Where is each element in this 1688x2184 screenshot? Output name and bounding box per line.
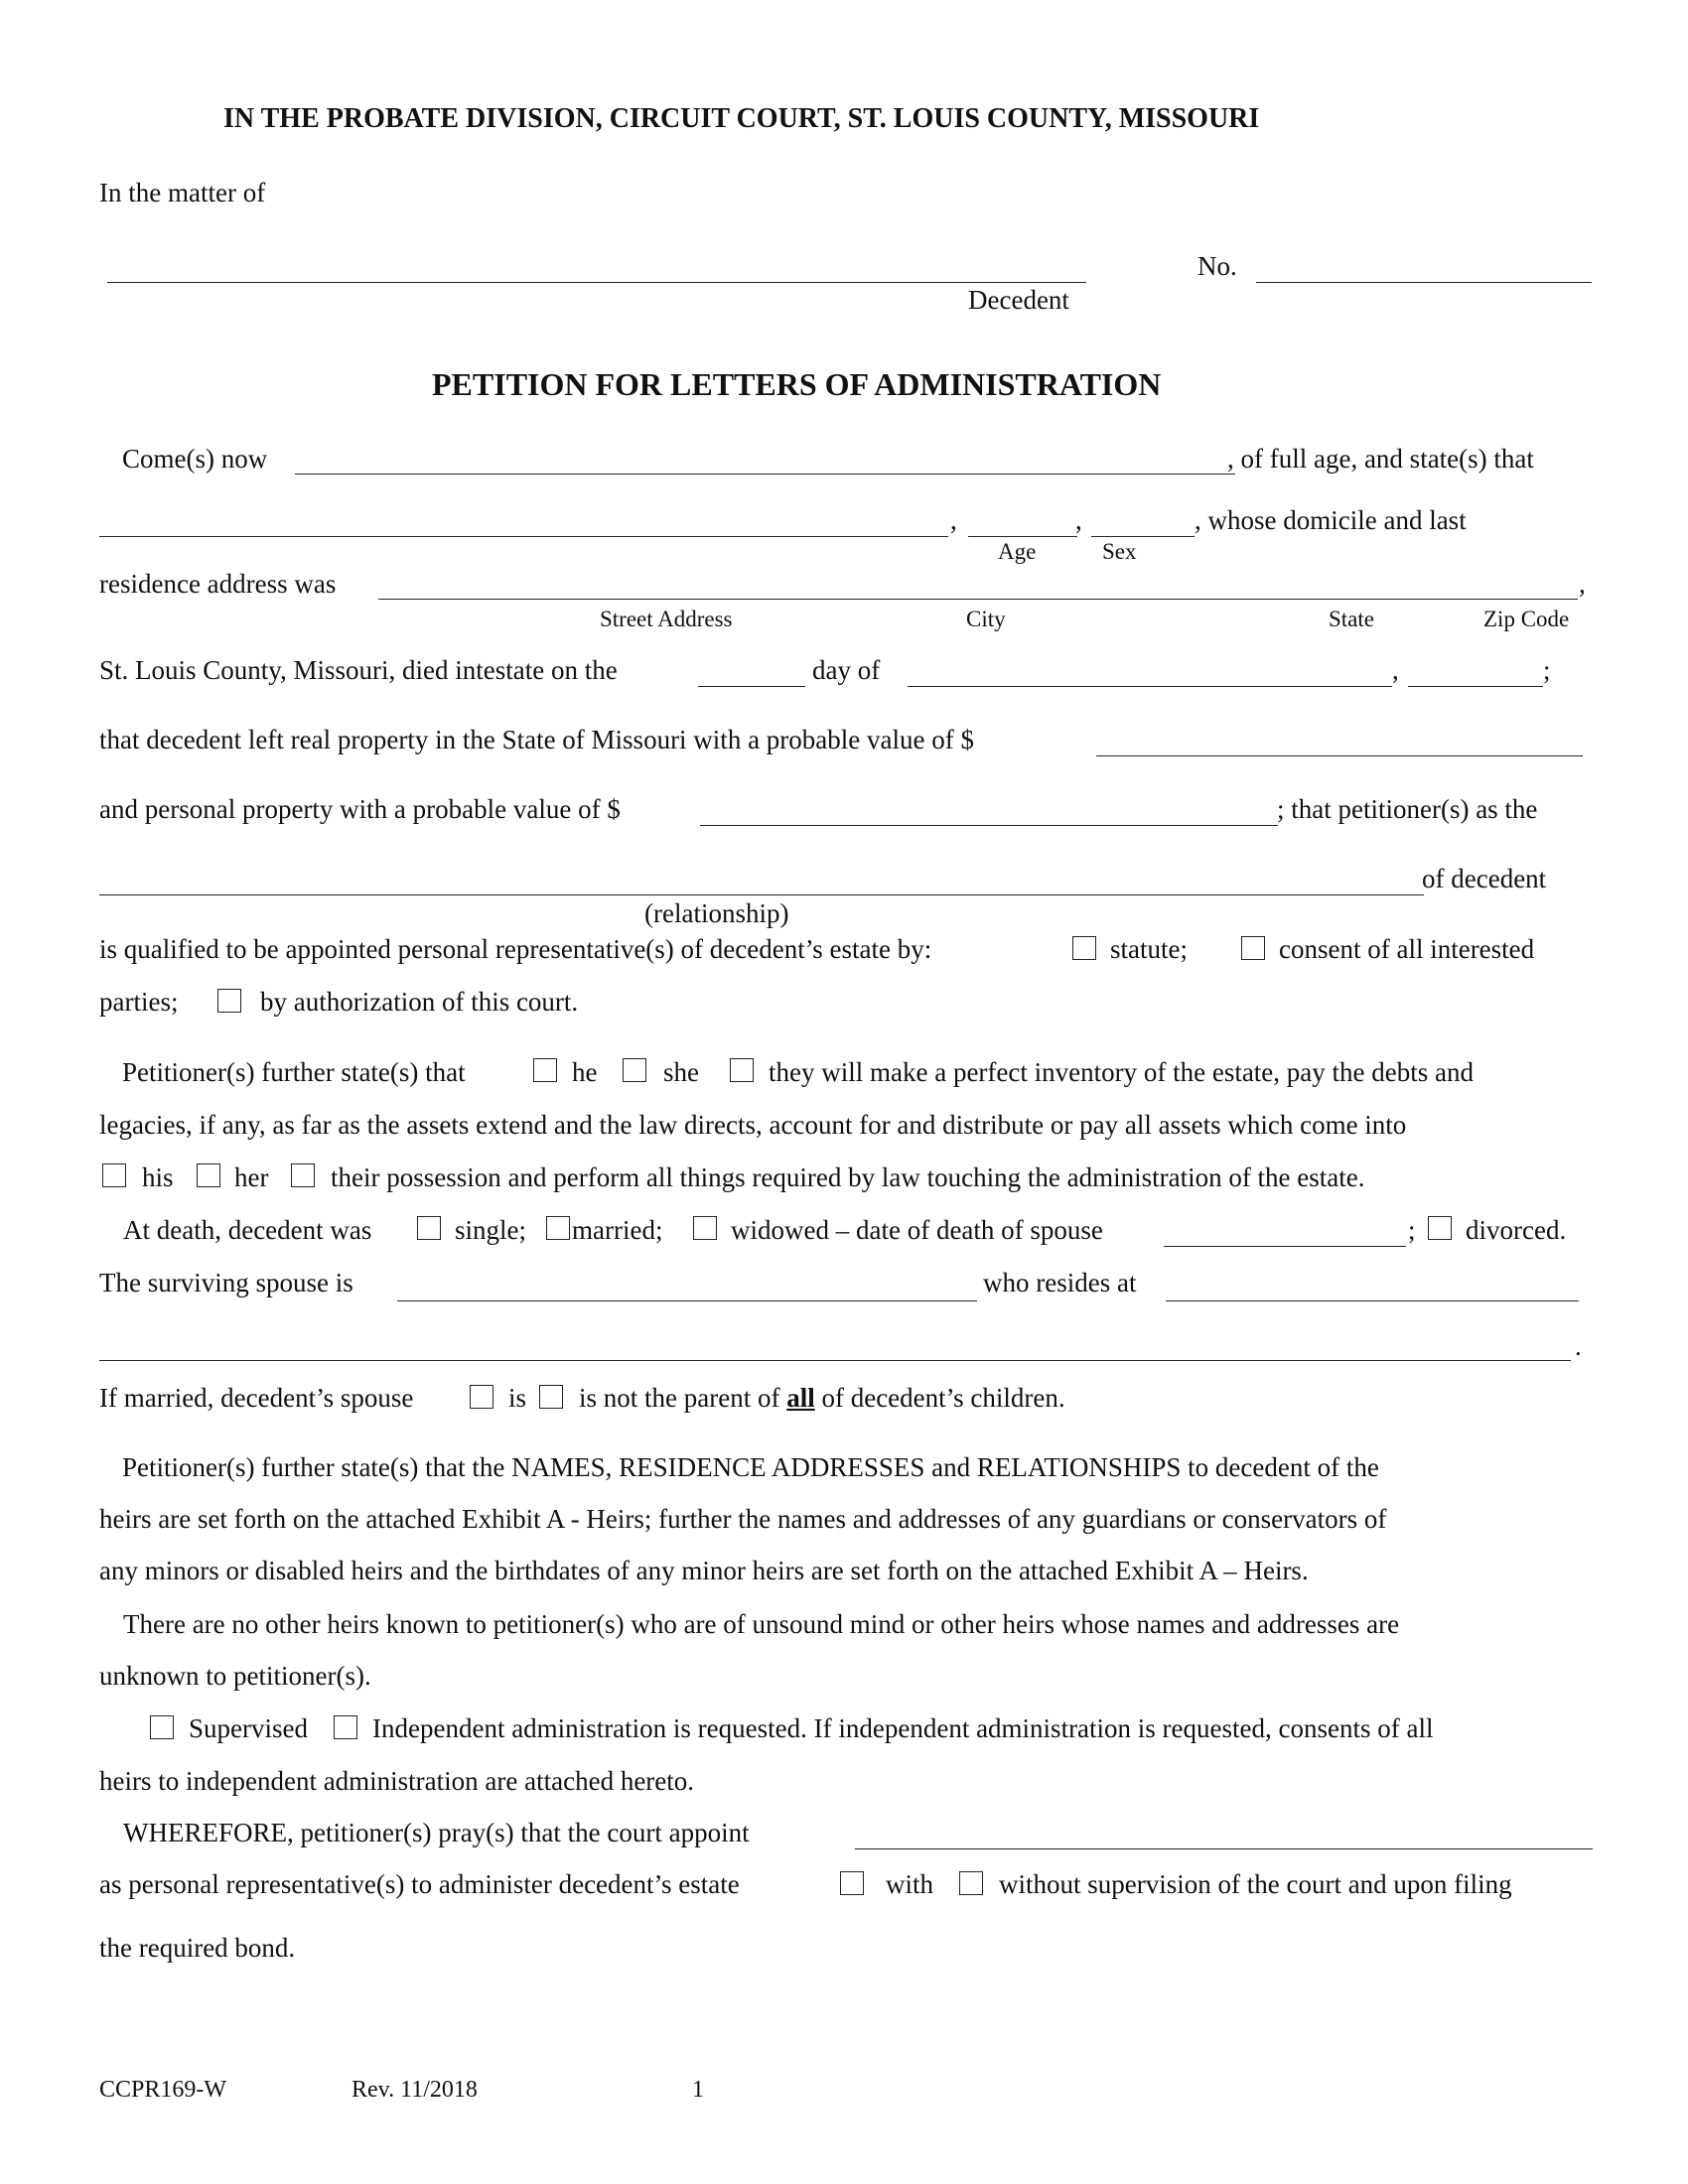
come-now-label: Come(s) now — [122, 444, 268, 474]
semicolon: ; — [1408, 1215, 1416, 1245]
relationship-label: (relationship) — [644, 898, 789, 928]
is-label: is — [508, 1383, 527, 1413]
death-month-field[interactable] — [908, 686, 1392, 687]
required-bond-text: the required bond. — [99, 1933, 296, 1963]
real-property-value-field[interactable] — [1096, 755, 1583, 756]
with-supervision-checkbox[interactable] — [840, 1871, 864, 1895]
day-of-text: day of — [812, 655, 881, 685]
his-label: his — [142, 1162, 174, 1192]
real-property-text: that decedent left real property in the State of Missouri with a probable value of $ — [99, 725, 974, 754]
no-other-heirs-line1: There are no other heirs known to petitioner(s) who are of unsound mind or other heirs whose names and addresses are — [123, 1609, 1400, 1639]
comma: , — [1579, 569, 1586, 599]
comma: , — [950, 505, 957, 535]
further-state-text: Petitioner(s) further state(s) that — [122, 1057, 466, 1087]
she-label: she — [663, 1057, 699, 1087]
her-label: her — [234, 1162, 269, 1192]
page-number: 1 — [692, 2077, 704, 2103]
statute-label: statute; — [1110, 934, 1188, 964]
he-label: he — [572, 1057, 598, 1087]
spouse-death-date-field[interactable] — [1164, 1246, 1406, 1247]
personal-property-text: and personal property with a probable value of $ — [99, 794, 621, 824]
if-married-text: If married, decedent’s spouse — [99, 1383, 414, 1413]
decedent-full-name-field[interactable] — [99, 536, 948, 537]
independent-checkbox[interactable] — [334, 1715, 357, 1739]
petitioner-as-text: ; that petitioner(s) as the — [1277, 794, 1538, 824]
consent-checkbox[interactable] — [1241, 936, 1265, 960]
court-authorization-checkbox[interactable] — [217, 989, 241, 1013]
petitioner-name-field[interactable] — [295, 474, 1235, 475]
death-year-field[interactable] — [1408, 686, 1543, 687]
his-checkbox[interactable] — [102, 1163, 126, 1187]
consents-attached-text: heirs to independent administration are attached hereto. — [99, 1766, 695, 1796]
widowed-text: widowed – date of death of spouse — [731, 1215, 1103, 1245]
legacies-text: legacies, if any, as far as the assets extend and the law directs, account for and distribute or pay all assets which come into — [99, 1110, 1407, 1140]
with-label: with — [886, 1869, 934, 1899]
without-supervision-checkbox[interactable] — [959, 1871, 983, 1895]
appointee-name-field[interactable] — [855, 1848, 1593, 1849]
divorced-checkbox[interactable] — [1428, 1216, 1452, 1240]
whose-domicile-text: , whose domicile and last — [1195, 505, 1467, 535]
died-intestate-text: St. Louis County, Missouri, died intestate on the — [99, 655, 618, 685]
their-text: their possession and perform all things required by law touching the administration of the estate. — [331, 1162, 1365, 1192]
spouse-address-field[interactable] — [1166, 1300, 1579, 1301]
supervised-checkbox[interactable] — [150, 1715, 174, 1739]
without-supervision-text: without supervision of the court and upon filing — [999, 1869, 1512, 1899]
at-death-text: At death, decedent was — [123, 1215, 372, 1245]
matter-label: In the matter of — [99, 178, 266, 207]
full-age-text: , of full age, and state(s) that — [1227, 444, 1534, 474]
authorization-label: by authorization of this court. — [260, 987, 579, 1017]
comma: , — [1075, 505, 1082, 535]
children-text: of decedent’s children. — [821, 1383, 1065, 1413]
surviving-spouse-text: The surviving spouse is — [99, 1268, 353, 1297]
form-number: CCPR169-W — [99, 2077, 227, 2103]
wherefore-text: WHEREFORE, petitioner(s) pray(s) that the court appoint — [123, 1818, 750, 1847]
street-address-label: Street Address — [600, 607, 733, 631]
consent-label: consent of all interested — [1279, 934, 1535, 964]
spouse-is-not-checkbox[interactable] — [539, 1385, 563, 1409]
comma: , — [1392, 655, 1399, 685]
they-checkbox[interactable] — [730, 1058, 754, 1082]
semicolon: ; — [1543, 655, 1551, 685]
their-checkbox[interactable] — [291, 1163, 315, 1187]
case-number-field[interactable] — [1256, 282, 1592, 283]
residence-address-field[interactable] — [378, 599, 1578, 600]
single-label: single; — [455, 1215, 526, 1245]
her-checkbox[interactable] — [197, 1163, 220, 1187]
city-label: City — [966, 607, 1006, 631]
heirs-para-line1: Petitioner(s) further state(s) that the NAMES, RESIDENCE ADDRESSES and RELATIONSHIPS to decedent of the — [122, 1452, 1379, 1482]
married-checkbox[interactable] — [546, 1216, 570, 1240]
age-field[interactable] — [968, 536, 1077, 537]
is-not-parent-label: is not the parent of — [579, 1383, 780, 1413]
surviving-spouse-field[interactable] — [397, 1300, 977, 1301]
decedent-name-field[interactable] — [107, 282, 1086, 283]
no-other-heirs-line2: unknown to petitioner(s). — [99, 1661, 371, 1691]
state-label: State — [1329, 607, 1374, 631]
statute-checkbox[interactable] — [1072, 936, 1096, 960]
they-text: they will make a perfect inventory of the estate, pay the debts and — [769, 1057, 1474, 1087]
qualified-text: is qualified to be appointed personal representative(s) of decedent’s estate by: — [99, 934, 932, 964]
sex-field[interactable] — [1091, 536, 1195, 537]
spouse-address-field-2[interactable] — [99, 1360, 1571, 1361]
single-checkbox[interactable] — [417, 1216, 441, 1240]
parties-label: parties; — [99, 987, 179, 1017]
death-day-field[interactable] — [698, 686, 805, 687]
age-label: Age — [998, 539, 1037, 564]
decedent-label: Decedent — [968, 285, 1069, 315]
of-decedent-text: of decedent — [1422, 864, 1547, 893]
supervised-label: Supervised — [189, 1713, 308, 1743]
widowed-checkbox[interactable] — [693, 1216, 717, 1240]
independent-text: Independent administration is requested. If independent administration is requested, consents of all — [372, 1713, 1434, 1743]
relationship-field[interactable] — [99, 894, 1424, 895]
sex-label: Sex — [1102, 539, 1137, 564]
married-label: married; — [572, 1215, 663, 1245]
period: . — [1575, 1331, 1582, 1361]
revision-date: Rev. 11/2018 — [352, 2077, 478, 2103]
she-checkbox[interactable] — [623, 1058, 646, 1082]
zip-code-label: Zip Code — [1483, 607, 1570, 631]
resides-at-text: who resides at — [983, 1268, 1137, 1297]
heirs-para-line3: any minors or disabled heirs and the birthdates of any minor heirs are set forth on the attached Exhibit A – Heirs. — [99, 1556, 1309, 1585]
heirs-para-line2: heirs are set forth on the attached Exhibit A - Heirs; further the names and addresses of any guardians or conservators of — [99, 1504, 1387, 1534]
as-personal-rep-text: as personal representative(s) to administer decedent’s estate — [99, 1869, 740, 1899]
divorced-label: divorced. — [1466, 1215, 1567, 1245]
is-not-parent-text — [579, 1382, 1065, 1414]
residence-label: residence address was — [99, 569, 337, 599]
petition-title: PETITION FOR LETTERS OF ADMINISTRATION — [432, 366, 1162, 402]
he-checkbox[interactable] — [533, 1058, 557, 1082]
spouse-is-checkbox[interactable] — [470, 1385, 493, 1409]
personal-property-value-field[interactable] — [700, 825, 1278, 826]
all-emphasis: all — [786, 1383, 815, 1413]
court-header: IN THE PROBATE DIVISION, CIRCUIT COURT, ST. LOUIS COUNTY, MISSOURI — [223, 103, 1260, 134]
case-number-label: No. — [1197, 251, 1237, 281]
